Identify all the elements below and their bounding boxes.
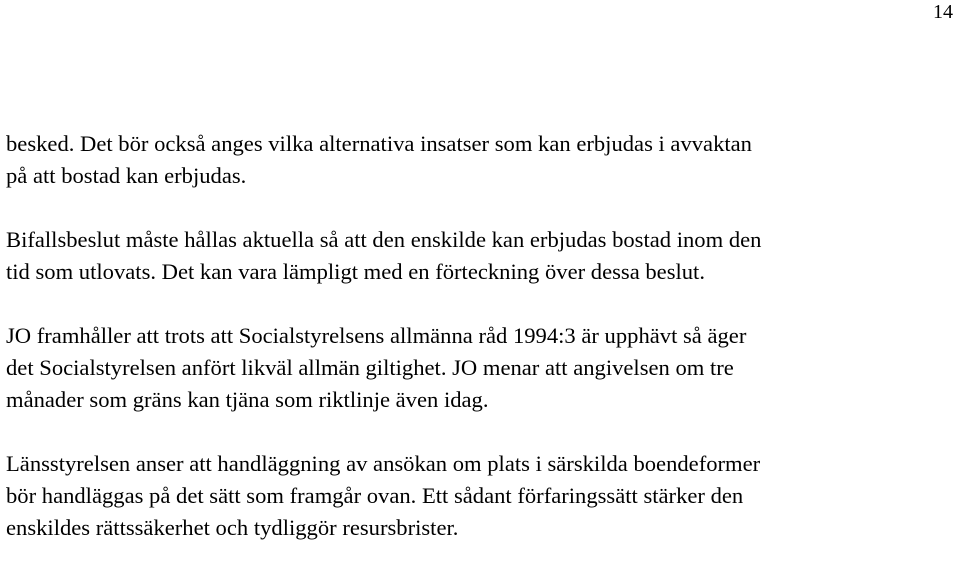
text-line: tid som utlovats. Det kan vara lämpligt med en förteckning över dessa beslut. bbox=[6, 259, 705, 284]
document-body bbox=[6, 128, 956, 576]
paragraph-3 bbox=[6, 320, 956, 416]
text-line: JO framhåller att trots att Socialstyrelsens allmänna råd 1994:3 är upphävt så äger bbox=[6, 323, 747, 348]
text-line: Bifallsbeslut måste hållas aktuella så att den enskilde kan erbjudas bostad inom den bbox=[6, 227, 762, 252]
text-line: bör handläggas på det sätt som framgår ovan. Ett sådant förfaringssätt stärker den bbox=[6, 483, 744, 508]
paragraph-4 bbox=[6, 448, 956, 544]
text-line: på att bostad kan erbjudas. bbox=[6, 163, 247, 188]
text-line: Länsstyrelsen anser att handläggning av ansökan om plats i särskilda boendeformer bbox=[6, 451, 761, 476]
text-line: månader som gräns kan tjäna som riktlinje även idag. bbox=[6, 387, 489, 412]
page-number: 14 bbox=[933, 1, 953, 23]
paragraph-2 bbox=[6, 224, 956, 288]
text-line: det Socialstyrelsen anfört likväl allmän giltighet. JO menar att angivelsen om tre bbox=[6, 355, 734, 380]
paragraph-1 bbox=[6, 128, 956, 192]
text-line: besked. Det bör också anges vilka alternativa insatser som kan erbjudas i avvaktan bbox=[6, 131, 752, 156]
text-line: enskildes rättssäkerhet och tydliggör resursbrister. bbox=[6, 515, 459, 540]
